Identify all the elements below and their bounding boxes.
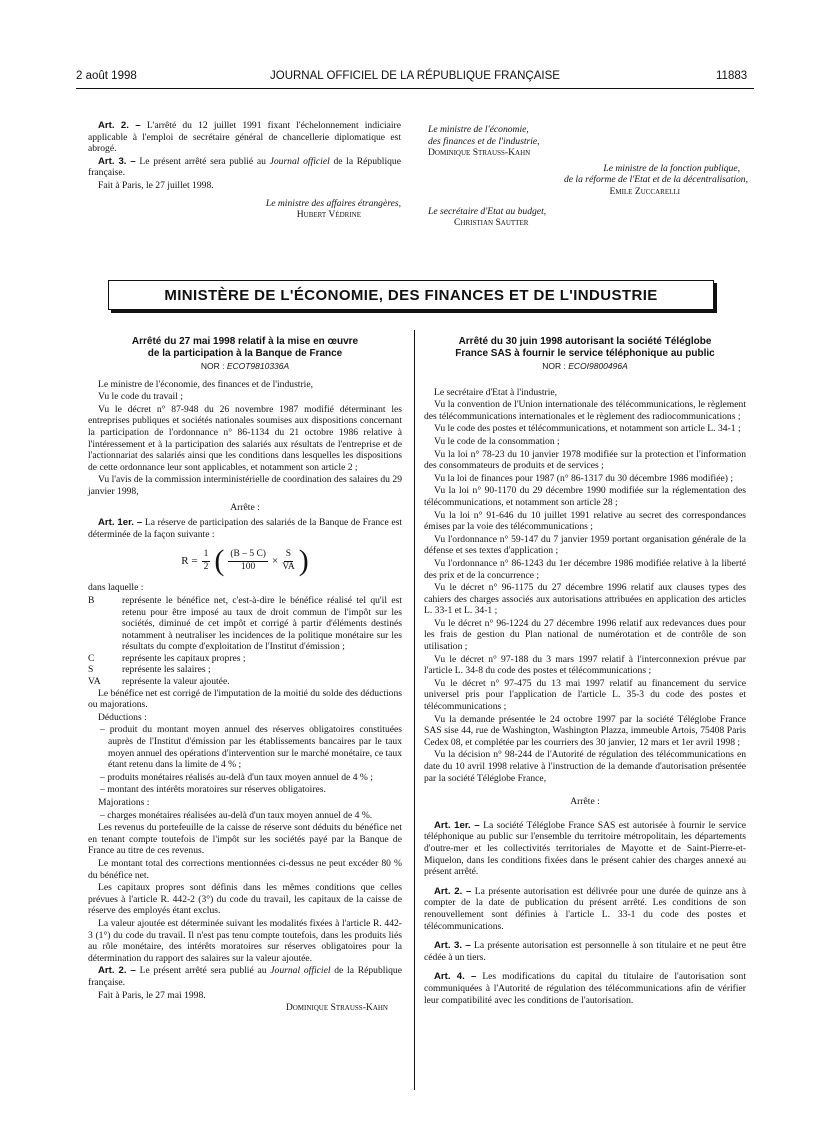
participation-formula — [88, 546, 402, 576]
decree-title — [424, 336, 746, 360]
top-left-block — [88, 120, 401, 221]
signatory-name: Christian Sautter — [454, 217, 529, 229]
journal-ref: Journal officiel — [269, 155, 330, 167]
paragraph: Vu la loi n° 91-646 du 10 juillet 1991 relative au secret des correspondances émises par la voie des télécommunications ; — [424, 509, 746, 533]
decree-title — [88, 336, 402, 360]
journal-title: JOURNAL OFFICIEL DE LA RÉPUBLIQUE FRANÇAISE — [270, 70, 560, 82]
list-item: – montant des intérêts moratoires sur réserves obligatoires. — [100, 784, 326, 796]
article-text: Les modifications du capital du titulaire de l'autorisation sont communiquées à l'Autorité de régulation des télécommunications afin de vérifier leur compatibilité avec les conditions de l'autorisation. — [424, 971, 746, 1006]
paragraph: Les revenus du portefeuille de la caisse de réserve sont déduits du bénéfice net en tenant compte toutefois de l'impôt sur les sociétés payé par la Banque de France au titre de ces revenus. — [88, 822, 402, 857]
signatory-name: Hubert Védrine — [296, 209, 361, 221]
definitions-list — [88, 595, 402, 688]
paragraph: Vu l'ordonnance n° 59-147 du 7 janvier 1959 portant organisation générale de la défense et ses textes d'application ; — [424, 533, 746, 557]
column-divider — [414, 330, 415, 1090]
article-text: La réserve de participation des salariés de la Banque de France est déterminée de la façon suivante : — [88, 517, 403, 540]
paragraph: Le bénéfice net est corrigé de l'imputation de la moitié du solde des déductions ou majorations. — [88, 687, 402, 711]
paragraph: Les capitaux propres sont définis dans les mêmes conditions que celles prévues à l'article R. 442-2 (3°) du code du travail, les capitaux de la caisse de réserve des employés étant exclus. — [88, 882, 402, 917]
definition-row — [88, 595, 402, 653]
formula-denominator: 2 — [203, 561, 209, 572]
signatory-role: des finances et de l'industrie, — [428, 135, 540, 147]
signatory-role: Le ministre des affaires étrangères, — [265, 197, 401, 209]
formula-half — [202, 549, 211, 573]
signatory-role: Le ministre de l'économie, — [428, 124, 529, 135]
arrete-heading: Arrête : — [230, 501, 260, 513]
signatory-name: Emile Zuccarelli — [609, 185, 680, 197]
definition-row — [88, 653, 402, 665]
nor-code: ECOI9800496A — [568, 361, 628, 371]
formula-denominator: 100 — [241, 561, 256, 572]
paragraph: Vu le décret n° 96-1224 du 27 décembre 1996 relatif aux redevances dues pour les frais de gestion du Plan national de numérotation et de contrôle de son utilisation ; — [424, 617, 746, 653]
ministry-title: MINISTÈRE DE L'ÉCONOMIE, DES FINANCES ET DE L'INDUSTRIE — [164, 286, 658, 304]
done-at: Fait à Paris, le 27 juillet 1998. — [98, 179, 214, 191]
signatory-name: Dominique Strauss-Kahn — [428, 147, 531, 159]
decree-title-line: Arrêté du 27 mai 1998 relatif à la mise en œuvre — [131, 336, 359, 347]
arrete-heading: Arrête : — [570, 796, 600, 808]
ministry-banner — [108, 280, 714, 310]
list-item: – produit du montant moyen annuel des réserves obligatoires constituées auprès de l'Institut d'émission par les établissements bancaires par le taux moyen annuel des opérations d'intervention sur le marché monétaire, ce taux étant retenu dans la limite de 4 % ; — [100, 724, 402, 771]
paragraph: Vu l'ordonnance n° 86-1243 du 1er décembre 1986 modifiée relative à la liberté des prix et de la concurrence ; — [424, 557, 746, 581]
paragraph: Vu la loi de finances pour 1987 (n° 86-1317 du 30 décembre 1986 modifiée) ; — [434, 472, 733, 484]
definition-text: représente les salaires ; — [122, 664, 211, 676]
article-text: La présente autorisation est délivrée pour une durée de quinze ans à compter de la date de publication du présent arrêté. Les conditions de son renouvellement sont définies à l'article L. 33-1 du code des postes et télécommunications. — [424, 885, 746, 932]
paragraph: Le ministre de l'économie, des finances et de l'industrie, — [98, 378, 313, 390]
page-number: 11883 — [716, 70, 748, 82]
article-text: de la République française. — [88, 965, 402, 988]
formula-times: × — [271, 554, 279, 567]
signatory-role: Le secrétaire d'Etat au budget, — [428, 205, 547, 217]
paragraph: Vu la demande présentée le 24 octobre 1997 par la société Téléglobe France SAS sise 44, rue de Washington, Washington Plazza, immeuble Artois, 75408 Paris Cedex 08, et complétée par les courriers des 30 janvier, 12 mars et 1er avril 1998 ; — [424, 713, 746, 748]
article-label: Art. 2. – — [98, 965, 136, 977]
definition-text: représente la valeur ajoutée. — [122, 676, 230, 688]
article-label: Art. 1er. – — [434, 819, 480, 831]
article-label: Art. 2. – — [98, 120, 141, 131]
paragraph: Le secrétaire d'Etat à l'industrie, — [434, 386, 558, 398]
definition-term: S — [88, 664, 94, 676]
formula-denominator: VA — [282, 561, 295, 572]
signatory-name: Dominique Strauss-Kahn — [285, 1002, 388, 1014]
definition-row — [88, 676, 402, 688]
article-label: Art. 4. – — [434, 971, 477, 983]
subheading: Déductions : — [98, 711, 147, 723]
article-text: La présente autorisation est personnelle à son titulaire et ne peut être cédée à un tiers. — [424, 940, 746, 963]
formula-numerator: 1 — [202, 549, 211, 562]
formula-ratio — [282, 549, 295, 573]
article-text: de la République française. — [88, 155, 401, 179]
nor-code: ECOT9810336A — [226, 361, 290, 371]
paragraph: Vu la convention de l'Union internationale des télécommunications, le règlement des télécommunications internationales et le règlement des radiocommunications ; — [424, 399, 746, 422]
definition-text: représente les capitaux propres ; — [122, 652, 246, 664]
left-column — [88, 336, 402, 1014]
article-label: Art. 3. – — [434, 940, 471, 952]
decree-title-line: France SAS à fournir le service téléphonique au public — [455, 348, 715, 359]
definition-text: représente le bénéfice net, c'est-à-dire le bénéfice réalisé tel qu'il est retenu pour être imposé au taux de droit commun de l'impôt sur les sociétés, diminué de cet impôt et corrigé à partir d'éléments destinés notamment à neutraliser les incidences de la politique monétaire sur les résultats du compte d'exploitation de l'Institut d'émission ; — [122, 594, 402, 653]
nor-label: NOR : — [542, 361, 566, 371]
nor-reference — [88, 361, 402, 373]
paragraph: Vu la loi n° 78-23 du 10 janvier 1978 modifiée sur la protection et l'information des consommateurs de produits et de services ; — [424, 448, 746, 472]
signatory-role: de la réforme de l'Etat et de la décentralisation, — [563, 174, 748, 186]
paragraph: Vu le code des postes et télécommunications, et notamment son article L. 34-1 ; — [434, 423, 741, 435]
formula-lhs: R = — [181, 554, 198, 567]
article-label: Art. 2. – — [434, 885, 472, 897]
article-text: La société Téléglobe France SAS est autorisée à fournir le service téléphonique au public sur l'ensemble du territoire métropolitain, les départements d'outre-mer et les collectivités territoriales de Mayotte et de Saint-Pierre-et-Miquelon, dans les conditions fixées dans le présent cahier des charges annexé au présent arrêté. — [424, 819, 746, 878]
right-paren: ) — [298, 544, 309, 578]
definition-term: C — [88, 652, 95, 664]
header-rule — [76, 88, 754, 89]
paragraph: Vu le décret n° 97-188 du 3 mars 1997 relatif à l'interconnexion prévue par l'article L. 34-8 du code des postes et télécommunications ; — [424, 653, 746, 677]
formula-numerator: (B – 5 C) — [228, 549, 268, 562]
list-item: – charges monétaires réalisées au-delà d'un taux moyen annuel de 4 %. — [100, 809, 373, 821]
paragraph: Vu la décision n° 98-244 de l'Autorité de régulation des télécommunications en date du 10 avril 1998 relative à l'instruction de la demande d'autorisation présentée par la société Téléglobe France, — [424, 749, 746, 784]
paragraph: Vu l'avis de la commission interministérielle de coordination des salaires du 29 janvier 1998, — [88, 474, 402, 497]
definition-row — [88, 664, 402, 676]
paragraph: Vu le décret n° 97-475 du 13 mai 1997 relatif au financement du service universel pris pour l'application de l'article L. 35-3 du code des postes et télécommunications ; — [424, 677, 746, 713]
decree-title-line: de la participation à la Banque de France — [147, 348, 343, 359]
formula-fraction — [228, 549, 268, 573]
article-label: Art. 1er. – — [98, 517, 143, 529]
paragraph: La valeur ajoutée est déterminée suivant les modalités fixées à l'article R. 442-3 (1°) du code du travail. Il n'est pas tenu compte toutefois, dans les produits liés au rôle monétaire, des intérêts moratoires sur réserves obligatoires pour la détermination du rapport des salaires sur la valeur ajoutée. — [88, 917, 402, 964]
paragraph: Vu le décret n° 87-948 du 26 novembre 1987 modifié déterminant les entreprises publiques et sociétés nationales soumises aux dispositions concernant la participation de l'ordonnance n° 86-1134 du 21 octobre 1986 relative à l'intéressement et à la participation des salariés aux résultats de l'entreprise et de l'actionnariat des salariés ainsi que les conditions dans lesquelles les dispositions de cette ordonnance leur sont applicables, et notamment son article 2 ; — [88, 403, 402, 473]
left-paren: ( — [214, 544, 225, 578]
paragraph: dans laquelle : — [88, 582, 144, 594]
top-right-block — [428, 124, 748, 229]
definition-term: B — [88, 594, 95, 606]
nor-reference — [424, 361, 746, 373]
decree-title-line: Arrêté du 30 juin 1998 autorisant la société Téléglobe — [458, 336, 712, 347]
paragraph: Vu le code de la consommation ; — [434, 435, 560, 447]
subheading: Majorations : — [98, 797, 150, 808]
article-text: Le présent arrêté sera publié au — [139, 155, 266, 167]
paragraph: Vu le décret n° 96-1175 du 27 décembre 1996 relatif aux clauses types des cahiers des charges associés aux autorisations attribuées en application des articles L. 33-1 et L. 34-1 ; — [424, 582, 746, 617]
page-date: 2 août 1998 — [76, 70, 137, 82]
paragraph: Vu la loi n° 90-1170 du 29 décembre 1990 modifiée sur la réglementation des télécommunications, et notamment son article 28 ; — [424, 485, 746, 508]
article-text: Le présent arrêté sera publié au — [139, 965, 267, 977]
formula-numerator: S — [284, 549, 293, 562]
right-column — [424, 336, 746, 1007]
paragraph: Le montant total des corrections mentionnées ci-dessus ne peut excéder 80 % du bénéfice net. — [88, 857, 402, 881]
journal-ref: Journal officiel — [270, 965, 331, 977]
list-item: – produits monétaires réalisés au-delà d'un taux moyen annuel de 4 % ; — [100, 771, 373, 783]
paragraph: Vu le code du travail ; — [98, 391, 183, 403]
article-label: Art. 3. – — [98, 155, 136, 167]
done-at: Fait à Paris, le 27 mai 1998. — [98, 989, 206, 1001]
definition-term: VA — [88, 676, 101, 688]
article-text: L'arrêté du 12 juillet 1991 fixant l'échelonnement indiciaire applicable à l'emploi de secrétaire général de chancellerie diplomatique est abrogé. — [88, 120, 401, 155]
signatory-role: Le ministre de la fonction publique, — [603, 162, 740, 174]
nor-label: NOR : — [200, 361, 225, 371]
